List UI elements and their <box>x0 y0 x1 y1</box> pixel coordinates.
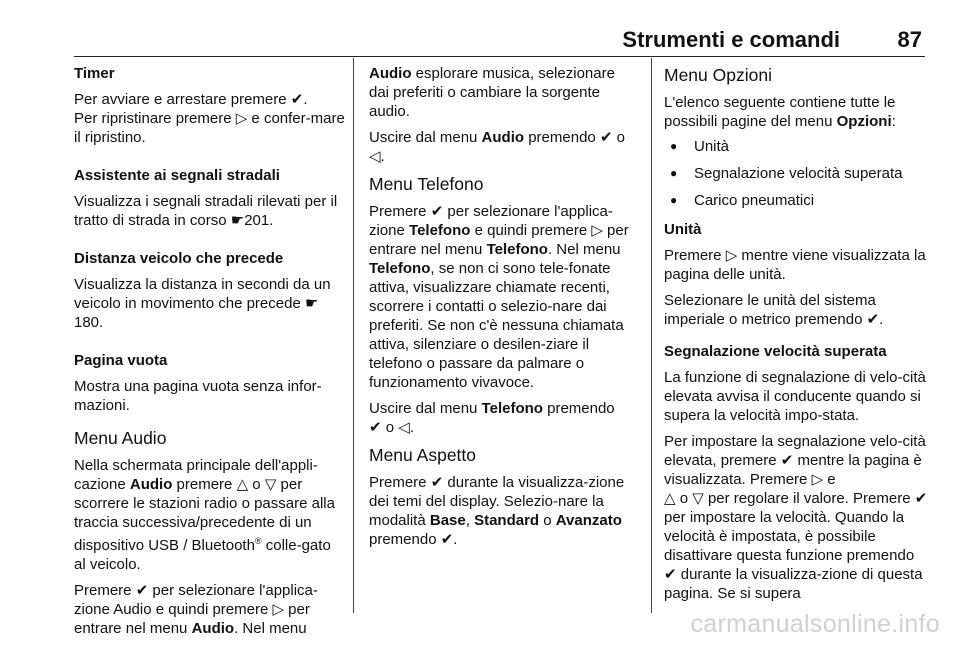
paragraph-speed-2: Per impostare la segnalazione velo-cità elevata, premere ✔ mentre la pagina è visualizzata. Premere ▷ e △ o ▽ per regolare il valore. Premere ✔ per impostare la velocità. Quando la velocità è impostata, è possibile disattivare questa funzione premendo ✔ durante la visualizza-zione di questa pagina. Se si supera <box>664 433 928 602</box>
paragraph-phone-exit: Uscire dal menu Telefono premendo ✔ o ◁. <box>369 400 615 436</box>
section-title-road-signs: Assistente ai segnali stradali <box>74 167 280 184</box>
section-title-phone: Menu Telefono <box>369 174 484 194</box>
paragraph-units-2: Selezionare le unità del sistema imperiale o metrico premendo ✔. <box>664 292 884 328</box>
section-title-options: Menu Opzioni <box>664 65 772 85</box>
column-middle <box>369 64 633 556</box>
checkmark-icon: ✔ <box>430 202 444 220</box>
down-arrow-icon: ▽ <box>692 489 704 507</box>
checkmark-icon: ✔ <box>290 90 304 108</box>
checkmark-icon: ✔ <box>664 565 677 583</box>
header-divider <box>74 56 925 57</box>
paragraph-speed-1: La funzione di segnalazione di velo-cità elevata avvisa il conducente quando si supera la velocità impo-stata. <box>664 369 926 424</box>
up-arrow-icon: △ <box>664 489 676 507</box>
page-number: 87 <box>897 27 922 52</box>
checkmark-icon: ✔ <box>135 581 149 599</box>
checkmark-icon: ✔ <box>914 489 928 507</box>
page-reference-icon: ☛ <box>304 294 319 312</box>
column-divider-1 <box>353 58 354 613</box>
column-left <box>74 64 346 645</box>
up-arrow-icon: △ <box>236 475 249 493</box>
watermark: carmanualsonline.info <box>690 610 940 638</box>
paragraph-options-intro: L'elenco seguente contiene tutte le possibili pagine del menu Opzioni: <box>664 94 896 130</box>
checkmark-icon: ✔ <box>440 530 454 548</box>
paragraph-units-1: Premere ▷ mentre viene visualizzata la pagina delle unità. <box>664 246 926 283</box>
paragraph-phone-1: Premere ✔ per selezionare l'applica-zione Telefono e quindi premere ▷ per entrare nel menu Telefono. Nel menu Telefono, se non ci sono tele-fonate attiva, visualizzare chiamate recenti, scorrere i contatti o selezio-nare dai preferiti. Se non c'è nessuna chiamata attiva, silenziare o desilen-ziare il telefono o passare da palmare o funzionamento vivavoce. <box>369 202 629 391</box>
paragraph-timer-1: Per avviare e arrestare premere ✔. <box>74 90 308 108</box>
paragraph-audio-1: Nella schermata principale dell'appli-cazione Audio premere △ o ▽ per scorrere le stazioni radio o passare alla traccia successiva/precedente di un dispositivo USB / Bluetooth® colle-gato al veicolo. <box>74 457 335 573</box>
checkmark-icon: ✔ <box>866 310 880 328</box>
checkmark-icon: ✔ <box>780 451 794 469</box>
page-title: Strumenti e comandi <box>622 27 840 52</box>
page-reference-icon: ☛ <box>230 211 245 229</box>
paragraph-audio-exit: Uscire dal menu Audio premendo ✔ o ◁. <box>369 128 626 165</box>
section-title-units: Unità <box>664 221 702 238</box>
checkmark-icon: ✔ <box>599 128 613 146</box>
checkmark-icon: ✔ <box>430 473 444 491</box>
down-arrow-icon: ▽ <box>264 475 277 493</box>
options-list <box>664 137 928 210</box>
paragraph-audio-continued: Audio esplorare musica, selezionare dai preferiti o cambiare la sorgente audio. <box>369 65 615 120</box>
paragraph-empty-page: Mostra una pagina vuota senza infor-mazioni. <box>74 378 322 414</box>
paragraph-timer-2: Per ripristinare premere ▷ e confer-mare il ripristino. <box>74 109 345 146</box>
column-right <box>664 64 928 610</box>
section-title-empty-page: Pagina vuota <box>74 352 168 369</box>
right-arrow-icon: ▷ <box>591 221 603 239</box>
paragraph-look: Premere ✔ durante la visualizza-zione dei temi del display. Selezio-nare la modalità Base, Standard o Avanzato premendo ✔. <box>369 473 625 548</box>
paragraph-road-signs: Visualizza i segnali stradali rilevati per il tratto di strada in corso ☛201. <box>74 193 338 229</box>
left-arrow-icon: ◁ <box>369 147 381 165</box>
list-item: ● Carico pneumatici <box>664 191 928 210</box>
section-title-speed-warning: Segnalazione velocità superata <box>664 343 887 360</box>
list-item: ● Segnalazione velocità superata <box>664 164 928 183</box>
paragraph-audio-2: Premere ✔ per selezionare l'applica-zione Audio e quindi premere ▷ per entrare nel menu Audio. Nel menu <box>74 581 318 637</box>
list-item: ● Unità <box>664 137 928 156</box>
right-arrow-icon: ▷ <box>235 109 248 127</box>
section-title-audio: Menu Audio <box>74 428 167 448</box>
column-divider-2 <box>651 58 652 613</box>
section-title-distance: Distanza veicolo che precede <box>74 250 284 267</box>
right-arrow-icon: ▷ <box>811 470 824 488</box>
left-arrow-icon: ◁ <box>398 418 410 436</box>
section-title-look: Menu Aspetto <box>369 445 477 465</box>
right-arrow-icon: ▷ <box>272 600 285 618</box>
section-title-timer: Timer <box>74 65 115 82</box>
paragraph-distance: Visualizza la distanza in secondi da un veicolo in movimento che precede ☛180. <box>74 276 331 331</box>
checkmark-icon: ✔ <box>369 418 382 436</box>
right-arrow-icon: ▷ <box>725 246 738 264</box>
